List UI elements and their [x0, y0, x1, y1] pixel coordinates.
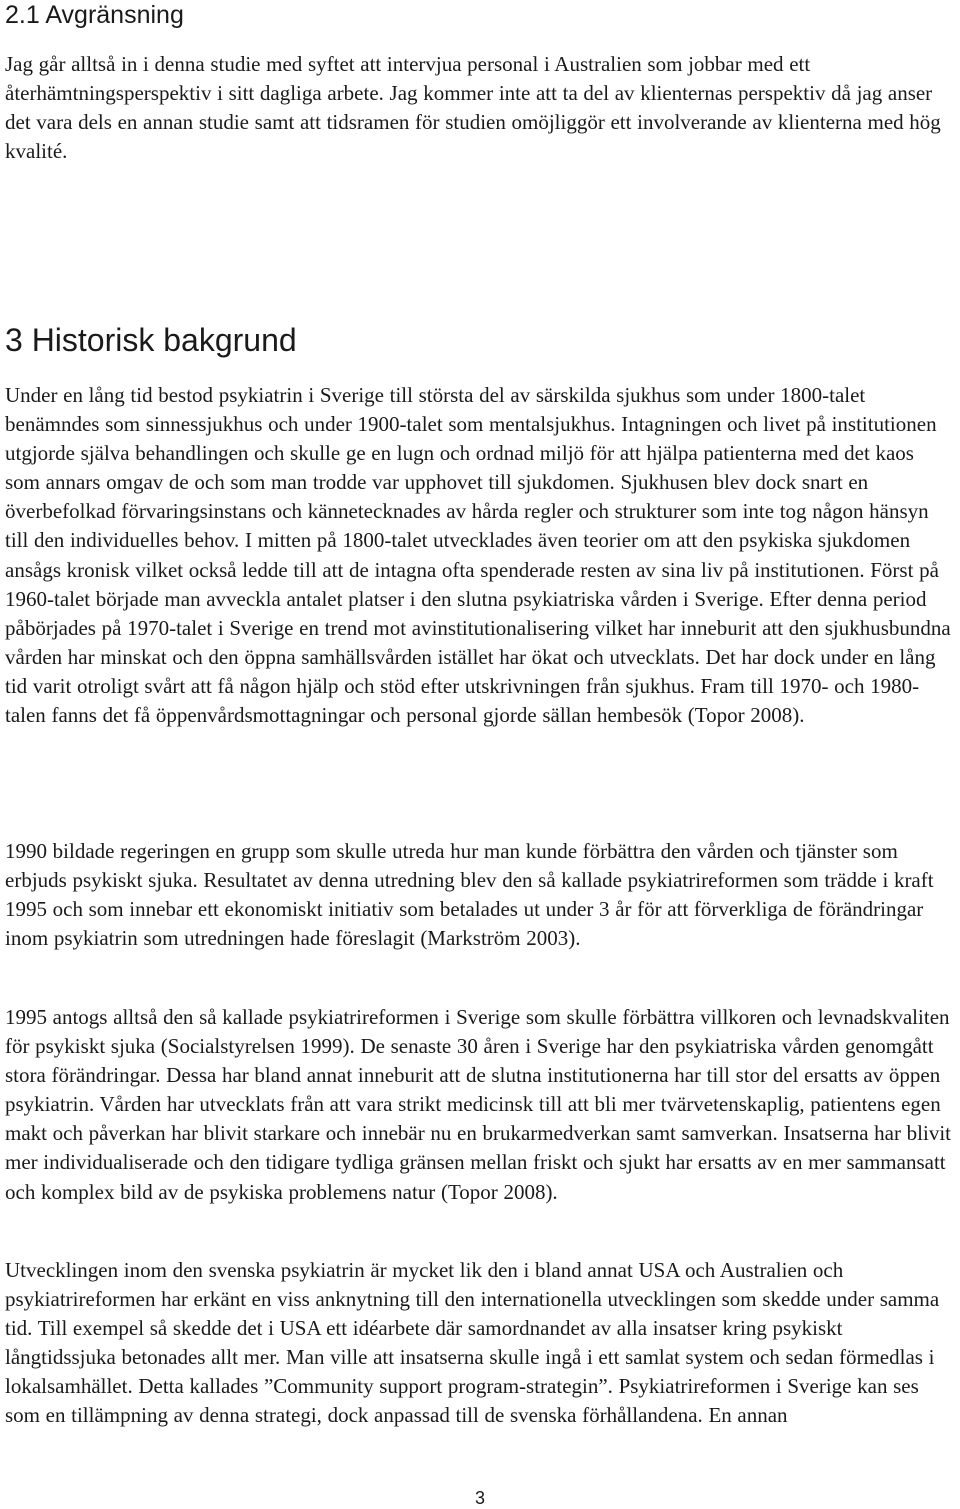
page-number: 3 [474, 1488, 485, 1508]
paragraph-historisk-2: 1990 bildade regeringen en grupp som skulle utreda hur man kunde förbättra den vården och tjänster som erbjuds psykiskt sjuka. Resultatet av denna utredning blev den så kallade psykiatrireformen som trädde i kraft 1995 och som innebar ett ekonomiskt initiativ som betalades ut under 3 år för att förverkliga de förändringar inom psykiatrin som utredningen hade föreslagit (Markström 2003). [5, 839, 934, 951]
paragraph-historisk-4: Utvecklingen inom den svenska psykiatrin är mycket lik den i bland annat USA och Australien och psykiatrireformen har erkänt en viss anknytning till den internationella utvecklingen som skedde under samma tid. Till exempel så skedde det i USA ett idéarbete där samordnandet av alla insatser kring psykiskt långtidssjuka betonades allt mer. Man ville att insatserna skulle ingå i ett samlat system och sedan förmedlas i lokalsamhället. Detta kallades ”Community support program-strategin”. Psykiatrireformen i Sverige kan ses som en tillämpning av denna strategi, dock anpassad till de svenska förhållandena. En annan [5, 1258, 940, 1428]
section-heading-historisk-bakgrund: 3 Historisk bakgrund [5, 322, 297, 358]
paragraph-historisk-1: Under en lång tid bestod psykiatrin i Sverige till största del av särskilda sjukhus som under 1800-talet benämndes som sinnessjukhus och under 1900-talet som mentalsjukhus. Intagningen och livet på institutionen utgjorde själva behandlingen och skulle ge en lugn och ordnad miljö för att hjälpa patienterna med det kaos som annars omgav de och som man trodde var upphovet till sjukdomen. Sjukhusen blev dock snart en överbefolkad förvaringsinstans och kännetecknades av hårda regler och strukturer som inte tog någon hänsyn till den individuelles behov. I mitten på 1800-talet utvecklades även teorier om att den psykiska sjukdomen ansågs kronisk vilket också ledde till att de intagna ofta spenderade resten av sina liv på institutionen. Först på 1960-talet började man avveckla antalet platser i den slutna psykiatriska vården i Sverige. Efter denna period påbörjades på 1970-talet i Sverige en trend mot avinstitutionalisering vilket har inneburit att den sjukhusbundna vården har minskat och den öppna samhällsvården istället har ökat och utvecklats. Det har dock under en lång tid varit otroligt svårt att få någon hjälp och stöd efter utskrivningen från sjukhus. Fram till 1970- och 1980-talen fanns det få öppenvårdsmottagningar och personal gjorde sällan hembesök (Topor 2008). [5, 383, 951, 728]
paragraph-avgransning: Jag går alltså in i denna studie med syftet att intervjua personal i Australien som jobbar med ett återhämtningsperspektiv i sitt dagliga arbete. Jag kommer inte att ta del av klienternas perspektiv då jag anser det vara dels en annan studie samt att tidsramen för studien omöjliggör ett involverande av klienterna med hög kvalité. [5, 52, 941, 164]
paragraph-historisk-3: 1995 antogs alltså den så kallade psykiatrireformen i Sverige som skulle förbättra villkoren och levnadskvaliten för psykiskt sjuka (Socialstyrelsen 1999). De senaste 30 åren i Sverige har den psykiatriska vården genomgått stora förändringar. Dessa har bland annat inneburit att de slutna institutionerna har till stor del ersatts av öppen psykiatrin. Vården har utvecklats från att vara strikt medicinsk till att bli mer tvärvetenskaplig, patientens egen makt och påverkan har blivit starkare och innebär nu en brukarmedverkan samt samverkan. Insatserna har blivit mer individualiserade och den tidigare tydliga gränsen mellan friskt och sjukt har ersatts av en mer sammansatt och komplex bild av de psykiska problemens natur (Topor 2008). [5, 1005, 951, 1204]
section-heading-avgransning: 2.1 Avgränsning [5, 1, 184, 29]
